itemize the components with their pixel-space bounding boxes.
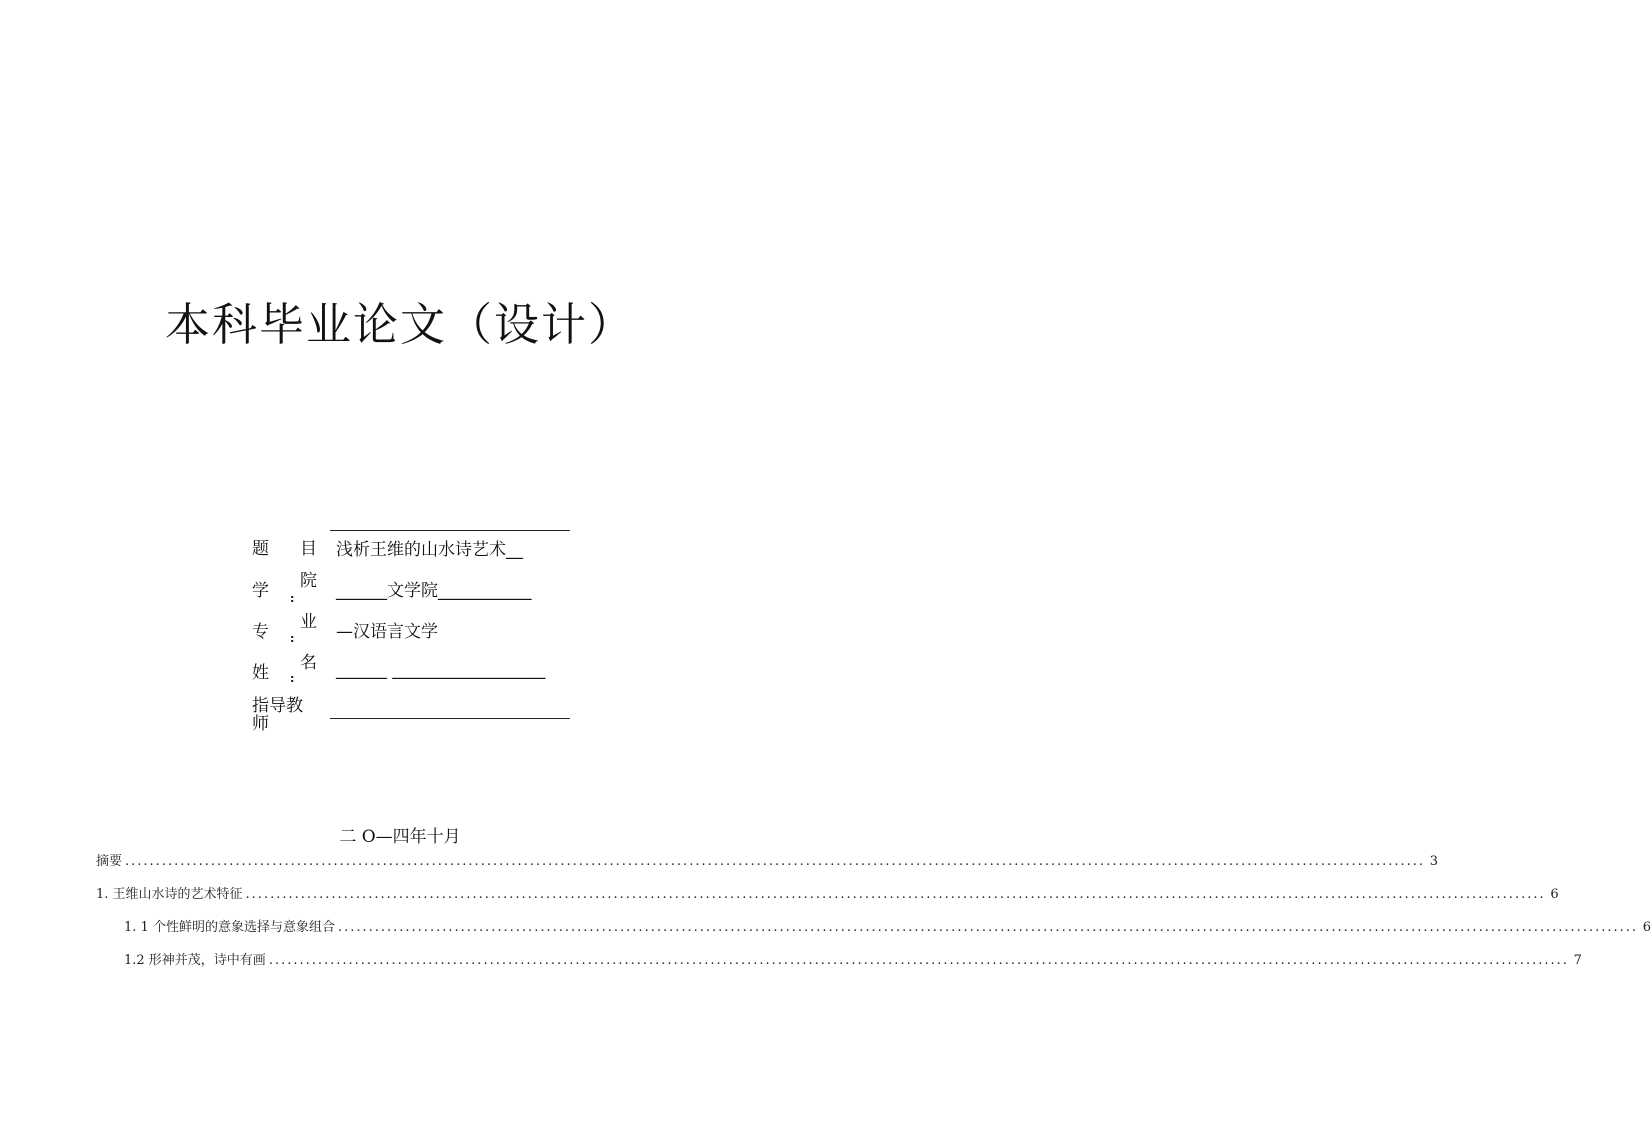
topic-label-char-2: 目 — [300, 539, 317, 559]
toc-entry-page: 3 — [1429, 854, 1439, 869]
major-label-char-2: 业 — [300, 612, 317, 632]
toc-entry-page: 6 — [1550, 887, 1559, 902]
toc-leader-dots — [338, 920, 1638, 935]
advisor-label: 指导教 — [252, 696, 303, 716]
major-colon: : — [290, 632, 295, 645]
toc-entry[interactable] — [124, 916, 1651, 935]
toc-entry-title: 1.2 形神并茂，诗中有画 — [124, 953, 266, 968]
advisor-underline — [330, 718, 570, 719]
document-title: 本科毕业论文（设计） — [164, 298, 635, 351]
advisor-label-clipped: 师 — [252, 714, 269, 734]
name-colon: : — [290, 672, 295, 685]
school-label-char-1: 学 — [252, 581, 269, 601]
toc-leader-dots — [246, 887, 1546, 902]
toc-entry-page: 6 — [1642, 920, 1651, 935]
topic-value: 浅析王维的山水诗艺术__ — [336, 540, 523, 560]
document-date: 二 O—四年十月 — [339, 827, 461, 847]
topic-label-char-1: 题 — [252, 539, 269, 559]
school-colon: : — [290, 592, 295, 605]
major-value: —汉语言文学 — [336, 622, 438, 642]
toc-entry[interactable] — [96, 883, 1559, 902]
toc-leader-dots — [269, 953, 1569, 968]
toc-entry-title: 摘要 — [96, 854, 123, 869]
school-label-char-2: 院 — [300, 571, 317, 591]
toc-entry[interactable] — [124, 949, 1582, 968]
toc-entry-title: 1. 1 个性鲜明的意象选择与意象组合 — [124, 920, 335, 935]
school-value: ______文学院___________ — [336, 581, 532, 601]
toc-entry-page: 7 — [1573, 953, 1582, 968]
topic-top-rule — [330, 530, 570, 531]
toc-entry[interactable] — [96, 850, 1439, 869]
toc-entry-title: 1. 王维山水诗的艺术特征 — [96, 887, 243, 902]
name-value: ______ __________________ — [336, 660, 546, 680]
toc-leader-dots — [125, 854, 1425, 869]
major-label-char-1: 专 — [252, 622, 269, 642]
name-label-char-2: 名 — [300, 653, 317, 673]
name-label-char-1: 姓 — [252, 663, 269, 683]
